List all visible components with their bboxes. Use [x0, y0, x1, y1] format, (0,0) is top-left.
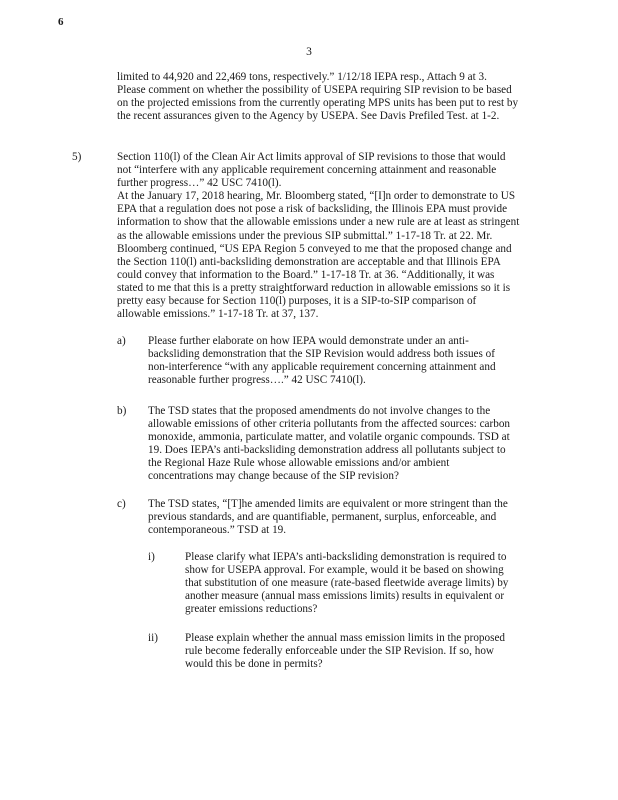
- text-line: Please comment on whether the possibility of USEPA requiring SIP revision to be based: [117, 84, 512, 97]
- text-line: limited to 44,920 and 22,469 tons, respectively.” 1/12/18 IEPA resp., Attach 9 at 3.: [117, 71, 487, 83]
- corner-mark: 6: [58, 16, 64, 28]
- text-line: previous standards, and are quantifiable, permanent, surplus, enforceable, and: [148, 511, 497, 524]
- text-line: concentrations may change because of the SIP revision?: [148, 470, 399, 483]
- text-line: Please clarify what IEPA’s anti-backsliding demonstration is required to: [185, 551, 507, 563]
- text-line: as the allowable emissions under the previous SIP submittal.” 1-17-18 Tr. at 22. Mr.: [117, 229, 493, 242]
- item-5c-i-paragraph: [185, 551, 508, 616]
- text-line: the Regional Haze Rule whose allowable emissions and/or ambient: [148, 457, 450, 470]
- item-5c-ii-paragraph: [185, 632, 505, 671]
- text-line: backsliding demonstration that the SIP Revision would address both issues of: [148, 348, 495, 361]
- text-line: further progress…” 42 USC 7410(l).: [117, 177, 282, 190]
- text-line: not “interfere with any applicable requirement concerning attainment and reasonable: [117, 164, 497, 177]
- text-line: on the projected emissions from the currently operating MPS units has been put to rest by: [117, 97, 519, 110]
- text-line: the Section 110(l) anti-backsliding demonstration are acceptable and that Illinois EPA: [117, 255, 501, 268]
- item-5c-i-label: i): [148, 551, 155, 563]
- text-line: The TSD states that the proposed amendments do not involve changes to the: [148, 405, 491, 417]
- item-5a-paragraph: [148, 335, 496, 387]
- item-5c-ii-label: ii): [148, 632, 158, 644]
- text-line: another measure (annual mass emissions limits) results in equivalent or: [185, 590, 505, 603]
- text-line: would this be done in permits?: [185, 658, 323, 671]
- text-line: contemporaneous.” TSD at 19.: [148, 524, 287, 537]
- item-5c-label: c): [117, 498, 126, 510]
- text-line: 19. Does IEPA’s anti-backsliding demonstration address all pollutants subject to: [148, 444, 506, 457]
- text-line: non-interference “with any applicable requirement concerning attainment and: [148, 361, 496, 374]
- text-line: reasonable further progress….” 42 USC 7410(l).: [148, 374, 366, 387]
- item-5b-paragraph: [148, 405, 510, 484]
- text-line: Section 110(l) of the Clean Air Act limits approval of SIP revisions to those that would: [117, 151, 506, 163]
- item-5a-label: a): [117, 335, 126, 347]
- text-line: EPA that a regulation does not pose a risk of backsliding, the Illinois EPA must provide: [117, 203, 508, 216]
- text-line: The TSD states, “[T]he amended limits are equivalent or more stringent than the: [148, 498, 508, 510]
- text-line: Please further elaborate on how IEPA would demonstrate under an anti-: [148, 335, 469, 347]
- item-5-label: 5): [72, 151, 82, 163]
- text-line: the recent assurances given to the Agency by USEPA. See Davis Prefiled Test. at 1-2.: [117, 110, 500, 123]
- text-line: could convey that information to the Board.” 1-17-18 Tr. at 36. “Additionally, it was: [117, 268, 495, 281]
- text-line: Please explain whether the annual mass emission limits in the proposed: [185, 632, 506, 644]
- text-line: At the January 17, 2018 hearing, Mr. Bloomberg stated, “[I]n order to demonstrate to US: [117, 190, 516, 203]
- text-line: allowable emissions.” 1-17-18 Tr. at 37, 137.: [117, 308, 319, 321]
- text-line: monoxide, ammonia, particulate matter, and volatile organic compounds. TSD at: [148, 431, 510, 444]
- text-line: Bloomberg continued, “US EPA Region 5 conveyed to me that the proposed change and: [117, 242, 512, 255]
- text-line: that substitution of one measure (rate-based fleetwide average limits) by: [185, 577, 509, 590]
- item-5-paragraph: [117, 151, 519, 321]
- text-line: information to show that the allowable emissions under a new rule are at least as stringent: [117, 216, 520, 229]
- text-line: allowable emissions of other criteria pollutants from the affected sources: carbon: [148, 418, 511, 431]
- text-line: pretty easy because for Section 110(l) purposes, it is a SIP-to-SIP comparison of: [117, 295, 477, 308]
- item-5b-label: b): [117, 405, 127, 417]
- item-5c-paragraph: [148, 498, 508, 537]
- text-line: rule become federally enforceable under the SIP Revision. If so, how: [185, 645, 494, 658]
- text-line: stated to me that this is a pretty straightforward reduction in allowable emissions so it is: [117, 281, 511, 294]
- continuation-paragraph: [117, 71, 518, 123]
- text-line: show for USEPA approval. For example, would it be based on showing: [185, 564, 504, 577]
- text-line: greater emissions reductions?: [185, 603, 318, 616]
- page-number: 3: [306, 46, 312, 58]
